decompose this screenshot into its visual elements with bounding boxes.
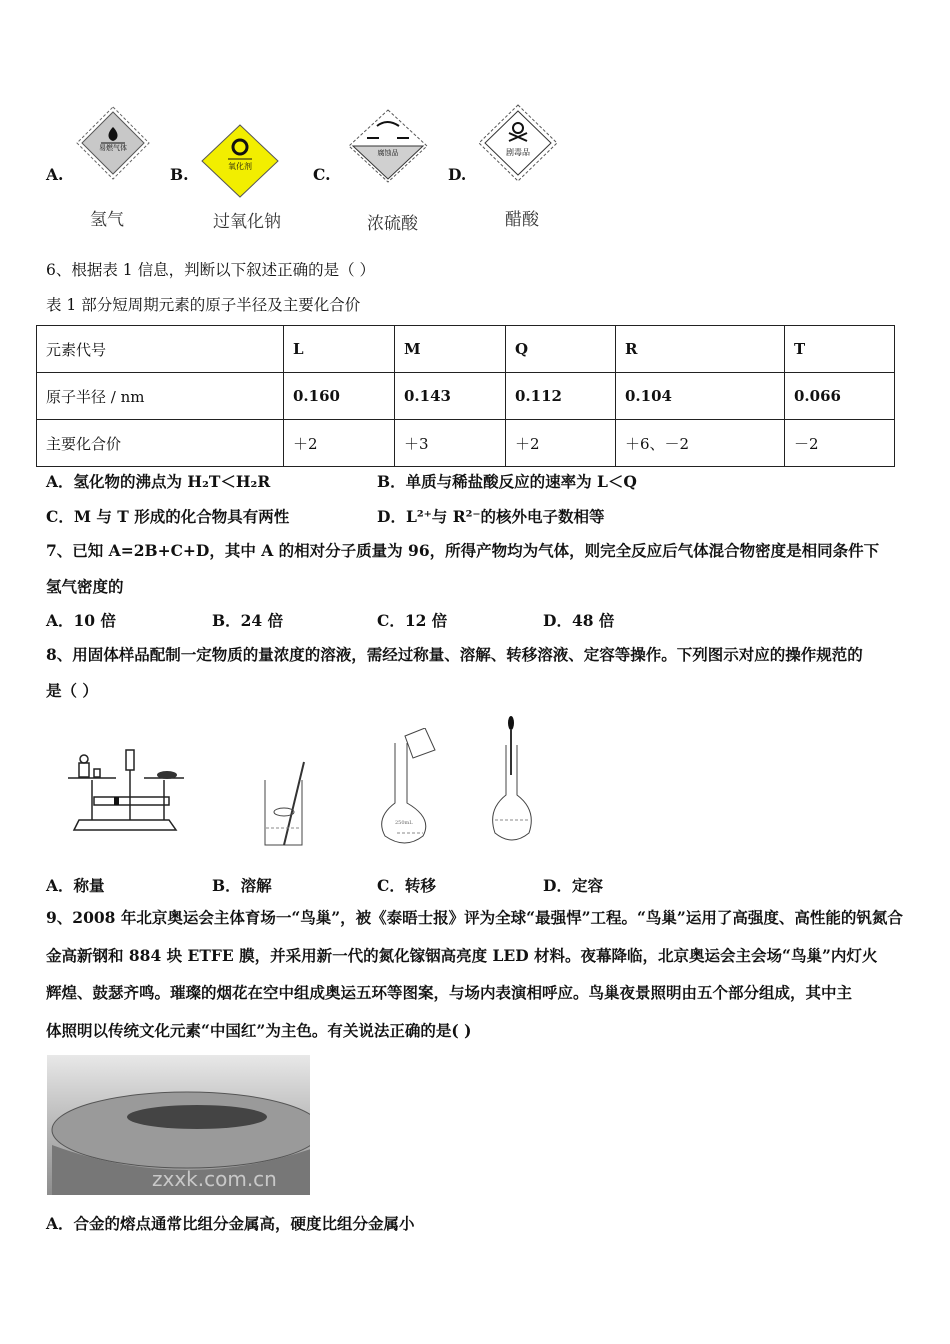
corrosive-sign-icon: 腐蚀品 — [347, 108, 429, 184]
q9-line-1: 9、2008 年北京奥运会主体育场一“鸟巢”，被《泰晤士报》评为全球“最强悍”工程。“鸟巢”运用了高强度、高性能的钒氮合 — [46, 908, 903, 927]
table-row: 原子半径 / nm 0.160 0.143 0.112 0.104 0.066 — [37, 373, 895, 420]
flask-dropper-icon — [487, 715, 537, 850]
caption-hydrogen: 氢气 — [90, 210, 124, 230]
q7-option-a: A．10 倍 — [46, 611, 116, 630]
q8-stem-cont: 是（ ） — [46, 681, 98, 700]
oxidizer-sign-icon: 氧化剂 — [200, 123, 280, 199]
caption-sodium-peroxide: 过氧化钠 — [213, 212, 281, 232]
option-a-letter: A. — [46, 165, 64, 184]
q7-option-d: D．48 倍 — [543, 611, 615, 630]
q6-option-c: C．M 与 T 形成的化合物具有两性 — [46, 507, 290, 526]
q8-option-d: D．定容 — [543, 876, 603, 895]
balance-scale-icon — [64, 745, 184, 840]
option-b-letter: B. — [170, 165, 189, 184]
birds-nest-stadium-photo: zxxk.com.cn — [47, 1055, 310, 1195]
q7-stem-cont: 氢气密度的 — [46, 577, 124, 596]
q8-option-a: A．称量 — [46, 876, 105, 895]
caption-sulfuric-acid: 浓硫酸 — [367, 214, 418, 234]
q9-line-4: 体照明以传统文化元素“中国红”为主色。有关说法正确的是( ) — [46, 1021, 472, 1040]
q6-option-b: B．单质与稀盐酸反应的速率为 L＜Q — [377, 472, 637, 491]
table-title: 表 1 部分短周期元素的原子半径及主要化合价 — [46, 296, 361, 314]
q7-stem: 7、已知 A=2B+C+D，其中 A 的相对分子质量为 96，所得产物均为气体，则完全反应后气体混合物密度是相同条件下 — [46, 541, 880, 560]
option-d-letter: D. — [448, 165, 467, 184]
toxic-sign-icon: 剧毒品 — [477, 103, 559, 183]
q9-option-a: A．合金的熔点通常比组分金属高，硬度比组分金属小 — [46, 1214, 415, 1233]
q8-option-b: B．溶解 — [212, 876, 272, 895]
beaker-stirring-icon — [262, 760, 307, 850]
table-row: 元素代号 L M Q R T — [37, 326, 895, 373]
q8-option-c: C．转移 — [377, 876, 436, 895]
svg-text:250mL: 250mL — [395, 820, 413, 826]
q9-line-3: 辉煌、鼓瑟齐鸣。璀璨的烟花在空中组成奥运五环等图案，与场内表演相呼应。鸟巢夜景照明由五个部分组成，其中主 — [46, 983, 853, 1002]
caption-acetic-acid: 醋酸 — [505, 210, 539, 230]
element-table — [36, 325, 895, 467]
flammable-gas-sign-icon: 易燃气体 — [75, 105, 151, 181]
q6-option-d: D．L²⁺与 R²⁻的核外电子数相等 — [377, 507, 605, 526]
table-row: 主要化合价 ＋2 ＋3 ＋2 ＋6、－2 －2 — [37, 420, 895, 467]
q7-option-c: C．12 倍 — [377, 611, 448, 630]
flask-transfer-icon — [375, 728, 445, 848]
q8-stem: 8、用固体样品配制一定物质的量浓度的溶液，需经过称量、溶解、转移溶液、定容等操作。下列图示对应的操作规范的 — [46, 645, 863, 664]
q6-option-a: A．氢化物的沸点为 H₂T＜H₂R — [46, 472, 271, 491]
q6-stem: 6、根据表 1 信息，判断以下叙述正确的是（ ） — [46, 261, 376, 279]
q9-line-2: 金高新钢和 884 块 ETFE 膜，并采用新一代的氮化镓铟高亮度 LED 材料。夜幕降临，北京奥运会主会场“鸟巢”内灯火 — [46, 946, 878, 965]
option-c-letter: C. — [313, 165, 331, 184]
q7-option-b: B．24 倍 — [212, 611, 284, 630]
